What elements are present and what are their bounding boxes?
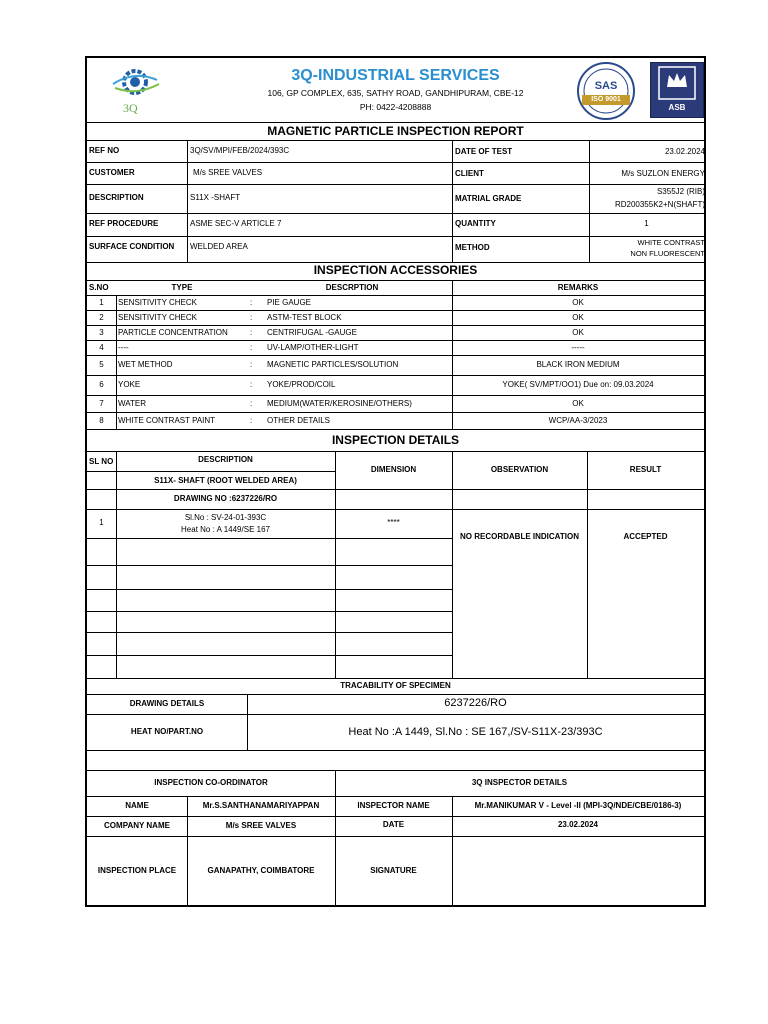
accessory-sno: 3 (99, 328, 104, 337)
accessory-separator: : (250, 328, 253, 337)
item-heat-no: Heat No : A 1449/SE 167 (181, 525, 270, 534)
drawing-details-label: DRAWING DETAILS (129, 699, 205, 708)
company-name-value: M/s SREE VALVES (225, 821, 297, 830)
accessory-sno: 7 (99, 399, 104, 408)
accessory-separator: : (250, 313, 253, 322)
item-serial-no: Sl.No : SV-24-01-393C (184, 513, 267, 522)
accessory-remarks: OK (572, 313, 584, 322)
client-label: CLIENT (455, 169, 484, 178)
accessory-description: MAGNETIC PARTICLES/SOLUTION (267, 360, 399, 369)
accessory-separator: : (250, 416, 253, 425)
company-address: 106, GP COMPLEX, 635, SATHY ROAD, GANDHIPURAM, CBE-12 (267, 88, 524, 98)
customer-value: M/s SREE VALVES (193, 168, 263, 177)
company-name: 3Q-INDUSTRIAL SERVICES (291, 67, 500, 84)
signature-label: SIGNATURE (370, 866, 417, 875)
customer-label: CUSTOMER (89, 168, 135, 177)
description-value: S11X -SHAFT (190, 193, 241, 202)
traceability-title: TRACABILITY OF SPECIMEN (340, 681, 451, 690)
heat-part-label: HEAT NO/PART.NO (130, 727, 204, 736)
asb-certification-badge (650, 62, 704, 118)
method-value-2: NON FLUORESCENT (630, 249, 705, 258)
drawing-details-value: 6237226/RO (444, 697, 507, 709)
accessory-type: SENSITIVITY CHECK (118, 313, 197, 322)
accessory-remarks: OK (572, 399, 584, 408)
item-description: S11X- SHAFT (ROOT WELDED AREA) (154, 476, 297, 485)
dimension-header: DIMENSION (370, 465, 417, 474)
heat-part-value: Heat No :A 1449, Sl.No : SE 167,/SV-S11X-23/393C (348, 726, 603, 738)
report-title: MAGNETIC PARTICLE INSPECTION REPORT (267, 124, 524, 138)
accessory-description: OTHER DETAILS (267, 416, 330, 425)
inspection-report-sheet (85, 56, 706, 907)
accessory-type: PARTICLE CONCENTRATION (118, 328, 228, 337)
details-title: INSPECTION DETAILS (331, 433, 460, 447)
coordinator-name: Mr.S.SANTHANAMARIYAPPAN (202, 801, 320, 810)
accessory-sno: 6 (99, 380, 104, 389)
ref-no-label: REF NO (89, 146, 120, 155)
accessory-separator: : (250, 399, 253, 408)
type-header: TYPE (171, 283, 193, 292)
item-sl-no: 1 (99, 518, 104, 527)
item-dimension: **** (387, 518, 400, 527)
ref-no-value: 3Q/SV/MPI/FEB/2024/393C (190, 146, 290, 155)
inspector-name: Mr.MANIKUMAR V - Level -II (MPI-3Q/NDE/CBE/0186-3) (474, 801, 682, 810)
inspection-place-value: GANAPATHY, COIMBATORE (207, 866, 315, 875)
inspector-details-title: 3Q INSPECTOR DETAILS (471, 778, 568, 787)
date-of-test-value: 23.02.2024 (664, 147, 705, 156)
accessory-type: ---- (118, 343, 129, 352)
coordinator-name-label: NAME (125, 801, 149, 810)
accessory-remarks: OK (572, 298, 584, 307)
accessory-description: CENTRIFUGAL -GAUGE (267, 328, 357, 337)
accessory-separator: : (250, 360, 253, 369)
accessory-sno: 1 (99, 298, 104, 307)
inspection-place-label: INSPECTION PLACE (97, 866, 177, 875)
sas-text: SAS (594, 80, 618, 92)
accessory-description: UV-LAMP/OTHER-LIGHT (267, 343, 359, 352)
footer-date-value: 23.02.2024 (557, 820, 599, 829)
company-name-label: COMPANY NAME (104, 821, 170, 830)
accessory-type: WHITE CONTRAST PAINT (118, 416, 216, 425)
accessory-type: SENSITIVITY CHECK (118, 298, 197, 307)
coordinator-title: INSPECTION CO-ORDINATOR (154, 778, 268, 787)
date-of-test-label: DATE OF TEST (455, 147, 513, 156)
asb-text: ASB (668, 103, 686, 112)
observation-header: OBSERVATION (490, 465, 549, 474)
accessory-description: MEDIUM(WATER/KEROSINE/OTHERS) (267, 399, 412, 408)
material-grade-value-1: S355J2 (RIB) (656, 187, 705, 196)
accessory-sno: 5 (99, 360, 104, 369)
logo-text: 3Q (123, 101, 138, 115)
surface-condition-value: WELDED AREA (190, 242, 248, 251)
iso-text: ISO 9001 (591, 96, 621, 103)
description-label: DESCRIPTION (89, 193, 144, 202)
accessory-remarks: YOKE( SV/MPT/OO1) Due on: 09.03.2024 (502, 380, 654, 389)
inspector-name-label: INSPECTOR NAME (357, 801, 430, 810)
remarks-header: REMARKS (557, 283, 599, 292)
accessory-remarks: OK (572, 328, 584, 337)
result-header: RESULT (629, 465, 662, 474)
accessory-remarks: WCP/AA-3/2023 (548, 416, 608, 425)
accessory-type: WET METHOD (118, 360, 173, 369)
description-header: DESCRPTION (325, 283, 379, 292)
sno-header: S.NO (89, 283, 109, 292)
accessory-sno: 4 (99, 343, 104, 352)
drawing-number: DRAWING NO :6237226/RO (173, 494, 278, 503)
signature-area (453, 837, 703, 906)
ref-procedure-label: REF PROCEDURE (89, 219, 159, 228)
accessory-separator: : (250, 343, 253, 352)
accessories-title: INSPECTION ACCESSORIES (313, 263, 478, 277)
accessory-type: YOKE (118, 380, 141, 389)
quantity-value: 1 (644, 219, 649, 228)
material-grade-value-2: RD200355K2+N(SHAFT) (614, 200, 705, 209)
item-observation: NO RECORDABLE INDICATION (460, 532, 579, 541)
accessory-separator: : (250, 298, 253, 307)
client-value: M/s SUZLON ENERGY (621, 169, 705, 178)
quantity-label: QUANTITY (455, 219, 496, 228)
accessory-sno: 2 (99, 313, 104, 322)
sl-no-header: SL NO (89, 457, 114, 466)
footer-date-label: DATE (382, 820, 405, 829)
method-label: METHOD (455, 243, 490, 252)
method-value-1: WHITE CONTRAST (637, 238, 705, 247)
accessory-remarks: ----- (571, 343, 585, 352)
ref-procedure-value: ASME SEC-V ARTICLE 7 (190, 219, 282, 228)
surface-condition-label: SURFACE CONDITION (89, 242, 175, 251)
accessory-description: PIE GAUGE (267, 298, 312, 307)
accessory-remarks: BLACK IRON MEDIUM (536, 360, 620, 369)
company-phone: PH: 0422-4208888 (359, 102, 432, 112)
accessory-description: YOKE/PROD/COIL (267, 380, 336, 389)
sas-certification-badge (576, 61, 636, 121)
accessory-type: WATER (118, 399, 146, 408)
accessory-sno: 8 (99, 416, 104, 425)
accessory-separator: : (250, 380, 253, 389)
accessory-description: ASTM-TEST BLOCK (267, 313, 342, 322)
item-result: ACCEPTED (623, 532, 668, 541)
crown-shield-icon (651, 63, 703, 103)
material-grade-label: MATRIAL GRADE (455, 194, 522, 203)
detail-description-header: DESCRIPTION (198, 455, 253, 464)
